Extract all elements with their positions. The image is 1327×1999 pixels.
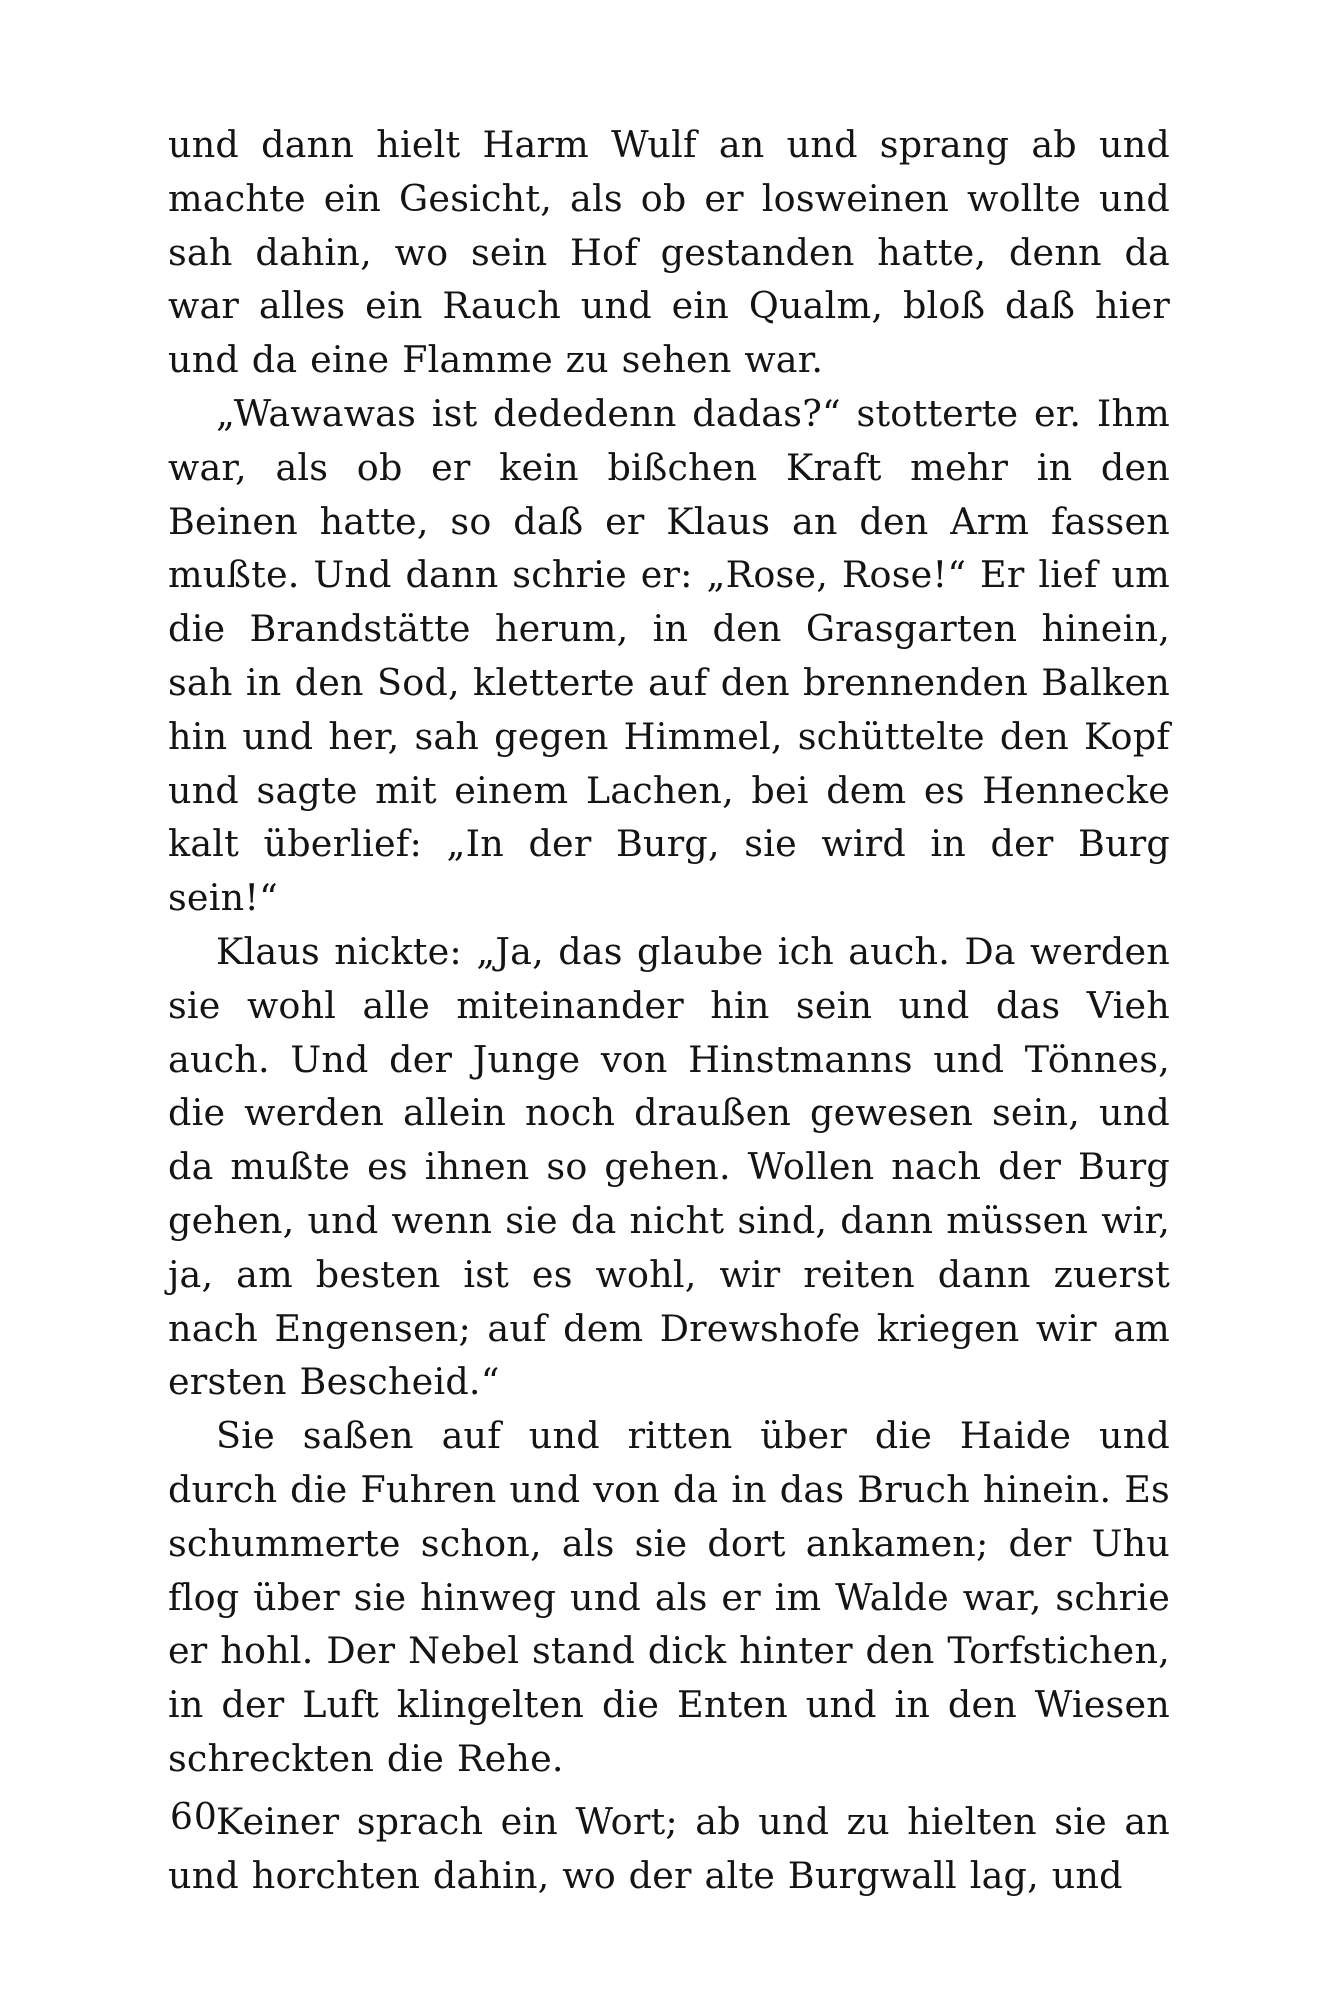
- paragraph: Sie saßen auf und ritten über die Haide und durch die Fuhren und von da in das Bruch hinein. Es schummerte schon, als sie dort ankamen; der Uhu flog über sie hinweg und als er im Walde war, schrie er hohl. Der Nebel stand dick hinter den Torfstichen, in der Luft klingelten die Enten und in den Wiesen schreckten die Rehe.: [168, 1414, 1170, 1780]
- body-text: [168, 118, 1170, 1902]
- paragraph: Klaus nickte: „Ja, das glaube ich auch. Da werden sie wohl alle miteinander hin sein und das Vieh auch. Und der Junge von Hinstmanns und Tönnes, die werden allein noch draußen gewesen sein, und da mußte es ihnen so gehen. Wollen nach der Burg gehen, und wenn sie da nicht sind, dann müssen wir, ja, am besten ist es wohl, wir reiten dann zuerst nach Engensen; auf dem Drewshofe kriegen wir am ersten Bescheid.“: [168, 929, 1170, 1404]
- page-number: 60: [170, 1797, 218, 1838]
- paragraph: und dann hielt Harm Wulf an und sprang ab und machte ein Gesicht, als ob er losweinen wollte und sah dahin, wo sein Hof gestanden hatte, denn da war alles ein Rauch und ein Qualm, bloß daß hier und da eine Flamme zu sehen war.: [168, 123, 1170, 382]
- paragraph: Keiner sprach ein Wort; ab und zu hielten sie an und horchten dahin, wo der alte Burgwall lag, und: [168, 1799, 1170, 1897]
- paragraph: „Wawawas ist dededenn dadas?“ stotterte er. Ihm war, als ob er kein bißchen Kraft mehr in den Beinen hatte, so daß er Klaus an den Arm fassen mußte. Und dann schrie er: „Rose, Rose!“ Er lief um die Brandstätte herum, in den Grasgarten hinein, sah in den Sod, kletterte auf den brennenden Balken hin und her, sah gegen Himmel, schüttelte den Kopf und sagte mit einem Lachen, bei dem es Hennecke kalt überlief: „In der Burg, sie wird in der Burg sein!“: [168, 391, 1170, 920]
